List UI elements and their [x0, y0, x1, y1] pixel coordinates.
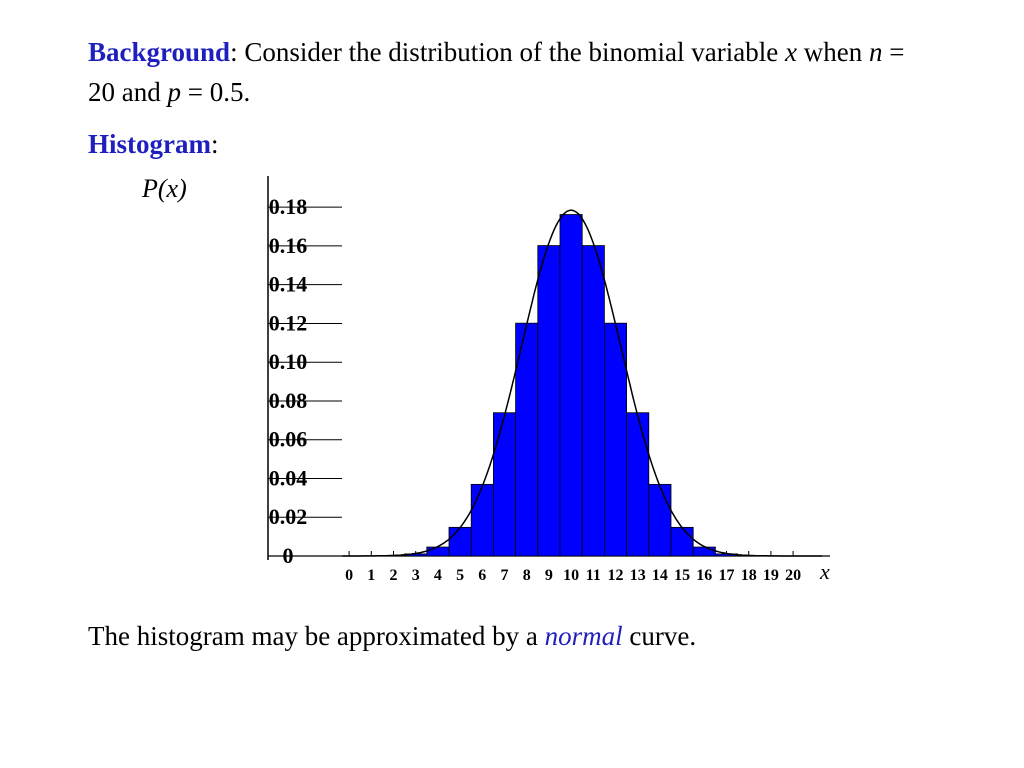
- histogram-bar: [538, 246, 560, 556]
- x-tick-label: 14: [651, 567, 668, 584]
- y-tick-label: 0: [282, 543, 294, 568]
- histogram-bar: [671, 527, 693, 556]
- x-tick-label: 10: [563, 567, 580, 584]
- y-tick-label: 0.14: [268, 271, 308, 297]
- histogram-bar: [693, 547, 715, 556]
- x-tick-label: 7: [500, 567, 509, 584]
- background-text-1: Consider the distribution of the binomial variable: [237, 37, 785, 67]
- y-tick-label: 0.16: [268, 232, 308, 258]
- histogram-bar: [582, 246, 604, 556]
- x-tick-label: 19: [762, 567, 779, 584]
- x-tick-label: 3: [411, 567, 420, 584]
- bar-group: [405, 215, 738, 556]
- y-tick-label: 0.02: [268, 504, 308, 530]
- normal-emphasis: normal: [544, 621, 623, 651]
- x-axis-label: x: [820, 559, 830, 584]
- histogram-heading: Histogram: [88, 129, 211, 159]
- x-tick-label: 6: [478, 567, 487, 584]
- variable-n: n: [868, 37, 883, 67]
- x-tick-label: 9: [544, 567, 553, 584]
- histogram-bar: [560, 215, 582, 556]
- conclusion-text-1: The histogram may be approximated by a: [88, 621, 545, 651]
- histogram-bar: [627, 413, 649, 556]
- variable-x: x: [784, 37, 797, 67]
- x-tick-label: 1: [367, 567, 376, 584]
- histogram-bar: [604, 323, 626, 556]
- x-tick-label: 16: [696, 567, 713, 584]
- x-tick-label: 5: [456, 567, 465, 584]
- variable-p: p: [167, 77, 181, 107]
- histogram-colon: :: [210, 129, 219, 159]
- background-paragraph: [88, 32, 908, 112]
- y-tick-label: 0.10: [268, 349, 308, 375]
- y-tick-label: 0.04: [268, 465, 308, 491]
- background-text-3: = 20 and: [88, 37, 905, 107]
- histogram-bar: [405, 554, 427, 556]
- x-tick-label: 0: [345, 567, 354, 584]
- background-heading: Background: [88, 37, 231, 67]
- x-tick-label: 12: [607, 567, 624, 584]
- x-tick-label: 11: [585, 567, 601, 584]
- conclusion-text-2: curve.: [622, 621, 697, 651]
- y-axis-label: P(x): [142, 174, 187, 203]
- histogram-bar: [427, 547, 449, 556]
- x-tick-label: 8: [522, 567, 531, 584]
- histogram-bar: [715, 554, 737, 556]
- x-tick-label: 15: [674, 567, 691, 584]
- histogram-bar: [449, 527, 471, 556]
- x-tick-label: 17: [718, 567, 735, 584]
- y-tick-label: 0.08: [268, 387, 308, 413]
- y-tick-label: 0.18: [268, 194, 308, 220]
- histogram-bar: [649, 484, 671, 556]
- background-text-2: when: [796, 37, 869, 67]
- background-colon: :: [230, 37, 238, 67]
- y-tick-label: 0.12: [268, 310, 308, 336]
- y-tick-label: 0.06: [268, 426, 308, 452]
- x-tick-label: 2: [389, 567, 398, 584]
- x-tick-label: 4: [433, 567, 442, 584]
- histogram-heading-line: [88, 124, 219, 164]
- histogram-bar: [493, 413, 515, 556]
- normal-curve: [342, 210, 822, 556]
- histogram-bar: [471, 484, 493, 556]
- conclusion-paragraph: [88, 616, 696, 656]
- x-tick-label: 20: [785, 567, 802, 584]
- histogram-bar: [516, 323, 538, 556]
- x-tick-label: 13: [629, 567, 646, 584]
- x-tick-label: 18: [740, 567, 757, 584]
- label-group: [269, 194, 801, 584]
- tick-group: [268, 207, 793, 556]
- background-text-4: = 0.5.: [180, 77, 251, 107]
